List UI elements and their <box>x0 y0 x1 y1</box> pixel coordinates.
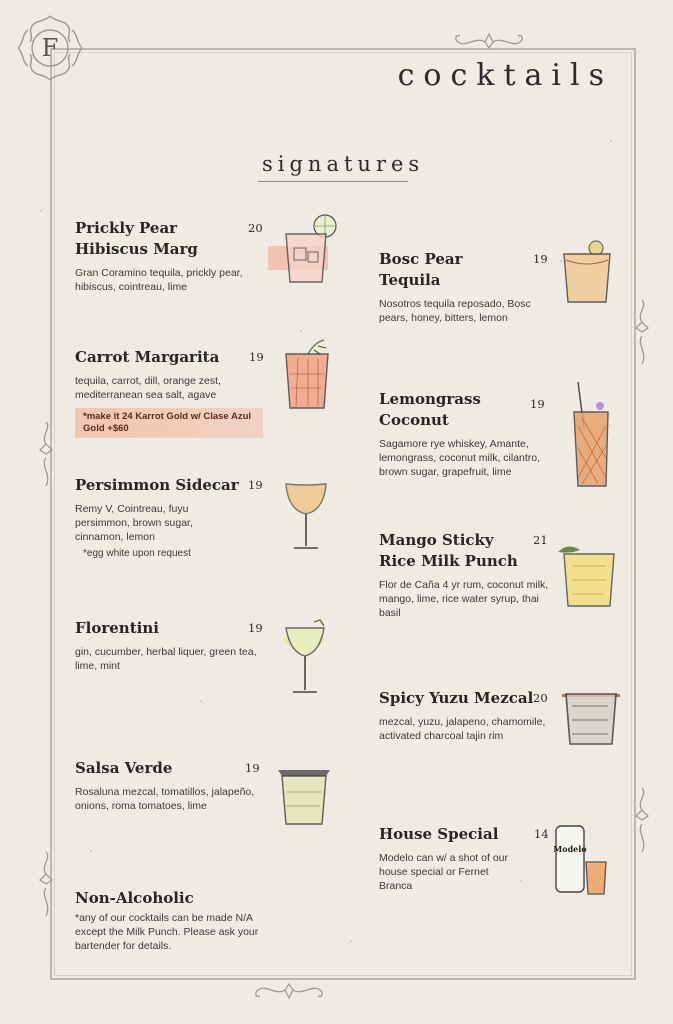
item-price: 20 <box>533 691 548 705</box>
menu-item-non-alcoholic <box>75 888 285 953</box>
page-title: cocktails <box>397 58 613 93</box>
item-description: Sagamore rye whiskey, Amante, lemongrass, coconut milk, cilantro, brown sugar, grapefruit, lime <box>379 438 541 478</box>
item-description: Remy V, Cointreau, fuyu persimmon, brown sugar, cinnamon, lemon <box>75 503 193 543</box>
upgrade-note: *make it 24 Karrot Gold w/ Clase Azul Gold +$60 <box>75 408 263 438</box>
salt-rim-glass-icon <box>274 762 334 828</box>
item-price: 20 <box>248 221 263 235</box>
menu-item-persimmon-sidecar <box>75 475 275 559</box>
item-price: 21 <box>533 533 548 547</box>
item-name: Lemongrass Coconut <box>379 390 481 429</box>
item-description: tequila, carrot, dill, orange zest, mediterranean sea salt, agave <box>75 375 221 401</box>
item-description: Gran Coramino tequila, prickly pear, hibiscus, cointreau, lime <box>75 267 243 293</box>
item-name: Persimmon Sidecar <box>75 476 239 494</box>
menu-item-florentini <box>75 618 275 673</box>
can-label: Modelo <box>553 844 587 854</box>
item-name: Spicy Yuzu Mezcal <box>379 689 534 707</box>
menu-item-bosc-pear <box>379 249 559 325</box>
item-description: mezcal, yuzu, jalapeno, chamomile, activated charcoal tajin rim <box>379 716 546 742</box>
menu-item-prickly-pear <box>75 218 265 294</box>
monogram-letter: F <box>41 34 59 62</box>
item-price: 14 <box>534 827 549 841</box>
bottom-flourish <box>252 978 326 1002</box>
menu-item-spicy-yuzu <box>379 688 559 743</box>
item-name: Non-Alcoholic <box>75 889 194 907</box>
martini-glass-icon <box>280 618 330 698</box>
monogram-logo <box>14 12 86 84</box>
item-description: Rosaluna mezcal, tomatillos, jalapeño, onions, roma tomatoes, lime <box>75 786 255 812</box>
item-price: 19 <box>249 350 264 364</box>
item-description: Nosotros tequila reposado, Bosc pears, honey, bitters, lemon <box>379 298 531 324</box>
item-name: Mango Sticky Rice Milk Punch <box>379 531 518 570</box>
menu-item-carrot-margarita <box>75 347 275 438</box>
right-flourish-lower <box>632 784 652 856</box>
item-name: Bosc Pear Tequila <box>379 250 463 289</box>
charcoal-rocks-glass-icon <box>560 686 622 748</box>
top-flourish <box>452 30 526 54</box>
item-name: House Special <box>379 825 499 843</box>
menu-item-salsa-verde <box>75 758 275 813</box>
item-name: Prickly Pear Hibiscus Marg <box>75 219 198 258</box>
item-price: 19 <box>530 397 545 411</box>
right-flourish-upper <box>632 296 652 368</box>
menu-item-lemongrass-coconut <box>379 389 559 479</box>
rocks-glass-dill-icon <box>278 338 338 412</box>
item-description: Modelo can w/ a shot of our house special or Fernet Branca <box>379 852 508 892</box>
collins-glass-icon <box>568 378 618 490</box>
left-flourish-lower <box>36 848 56 920</box>
item-price: 19 <box>248 478 263 492</box>
item-name: Florentini <box>75 619 159 637</box>
rocks-glass-lime-icon <box>268 212 340 288</box>
item-description: Flor de Caña 4 yr rum, coconut milk, mango, lime, rice water syrup, thai basil <box>379 579 549 619</box>
beer-can-shot-icon <box>552 822 612 898</box>
left-flourish-upper <box>36 418 56 490</box>
item-description: *any of our cocktails can be made N/A except the Milk Punch. Please ask your bartender for details. <box>75 912 259 952</box>
item-description: gin, cucumber, herbal liquer, green tea, lime, mint <box>75 646 257 672</box>
menu-item-mango-sticky <box>379 530 559 620</box>
item-name: Salsa Verde <box>75 759 173 777</box>
basil-rocks-glass-icon <box>554 540 620 610</box>
pear-glass-icon <box>556 240 618 308</box>
section-title: signatures <box>262 152 425 176</box>
section-underline <box>258 181 408 182</box>
item-price: 19 <box>533 252 548 266</box>
item-name: Carrot Margarita <box>75 348 220 366</box>
item-price: 19 <box>245 761 260 775</box>
coupe-glass-icon <box>282 478 330 554</box>
item-price: 19 <box>248 621 263 635</box>
item-note: *egg white upon request <box>83 548 191 559</box>
menu-item-house-special <box>379 824 549 893</box>
